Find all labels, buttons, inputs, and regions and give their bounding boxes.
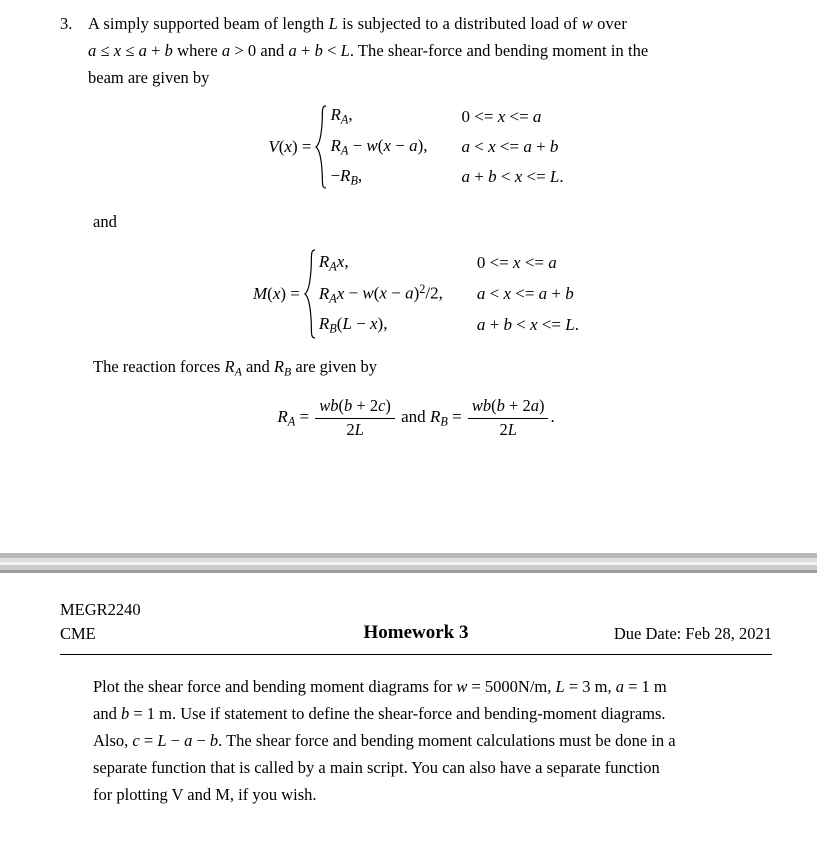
shear-case-2-cond: a < x <= a + b bbox=[461, 136, 559, 156]
page-header bbox=[60, 598, 772, 646]
reaction-formula bbox=[60, 396, 772, 440]
left-brace-icon-2 bbox=[304, 248, 317, 340]
moment-case-1-expr: $R_Ax$, bbox=[318, 251, 349, 274]
reaction-sentence: The reaction forces $R_A$ and $R_B$ are given by bbox=[93, 357, 377, 379]
rb-fraction bbox=[468, 396, 549, 440]
ra-denominator: 2L bbox=[346, 419, 364, 439]
shear-lhs: V(x) = bbox=[268, 137, 312, 156]
problem-line-3: beam are given by bbox=[88, 68, 210, 87]
header-due-date: Due Date: Feb 28, 2021 bbox=[613, 624, 772, 643]
shear-case-1-expr: $R_A$, bbox=[330, 105, 353, 127]
moment-case-2-expr: $R_Ax - w(x - a)^2/2$, bbox=[318, 282, 443, 305]
left-brace-icon bbox=[315, 104, 328, 190]
problem-line-2: a ≤ x ≤ a + b where a > 0 and a + b < L. The shear-force and bending moment in the bbox=[88, 41, 649, 60]
header-divider bbox=[60, 654, 772, 655]
moment-case-1-cond: 0 <= x <= a bbox=[476, 252, 557, 272]
task-line-5: for plotting V and M, if you wish. bbox=[93, 785, 317, 804]
header-course-code: MEGR2240 bbox=[60, 600, 141, 619]
problem-text bbox=[88, 10, 772, 91]
shear-case-1-cond: 0 <= x <= a bbox=[461, 106, 542, 126]
header-department: CME bbox=[60, 624, 96, 643]
problem-statement bbox=[60, 10, 772, 91]
shear-cases bbox=[330, 105, 563, 188]
moment-case-3-expr: $R_B(L - x)$, bbox=[318, 313, 388, 336]
page-break-seam bbox=[0, 553, 817, 575]
moment-case-2-cond: a < x <= a + b bbox=[476, 283, 574, 303]
rb-denominator: 2L bbox=[499, 419, 517, 439]
rb-numerator: wb(b + 2a) bbox=[468, 396, 549, 419]
formula-period: . bbox=[550, 407, 555, 426]
shear-case-3-expr: $-R_B$, bbox=[330, 166, 363, 188]
formula-joiner: and $R_B$ = bbox=[401, 407, 462, 429]
ra-numerator: wb(b + 2c) bbox=[315, 396, 395, 419]
shear-case-2-expr: $R_A - w(x - a)$, bbox=[330, 135, 428, 158]
moment-case-3-cond: a + b < x <= L. bbox=[476, 315, 579, 335]
shear-force-equation bbox=[60, 104, 772, 190]
task-line-4: separate function that is called by a main script. You can also have a separate function bbox=[93, 758, 660, 777]
moment-cases bbox=[319, 252, 579, 337]
problem-number: 3. bbox=[60, 14, 73, 33]
task-paragraph bbox=[93, 673, 772, 808]
problem-line-1: A simply supported beam of length L is subjected to a distributed load of w over bbox=[88, 14, 627, 33]
moment-lhs: M(x) = bbox=[253, 284, 300, 303]
header-title: Homework 3 bbox=[363, 622, 469, 643]
ra-label: $R_A$ = bbox=[277, 407, 310, 429]
and-label: and bbox=[93, 212, 117, 231]
task-line-3: Also, c = L − a − b. The shear force and bending moment calculations must be done in a bbox=[93, 731, 676, 750]
bending-moment-equation bbox=[60, 248, 772, 340]
ra-fraction bbox=[315, 396, 395, 440]
task-line-1: Plot the shear force and bending moment diagrams for w = 5000N/m, L = 3 m, a = 1 m bbox=[93, 677, 667, 696]
task-line-2: and b = 1 m. Use if statement to define the shear-force and bending-moment diagrams. bbox=[93, 704, 666, 723]
shear-case-3-cond: a + b < x <= L. bbox=[461, 167, 564, 187]
